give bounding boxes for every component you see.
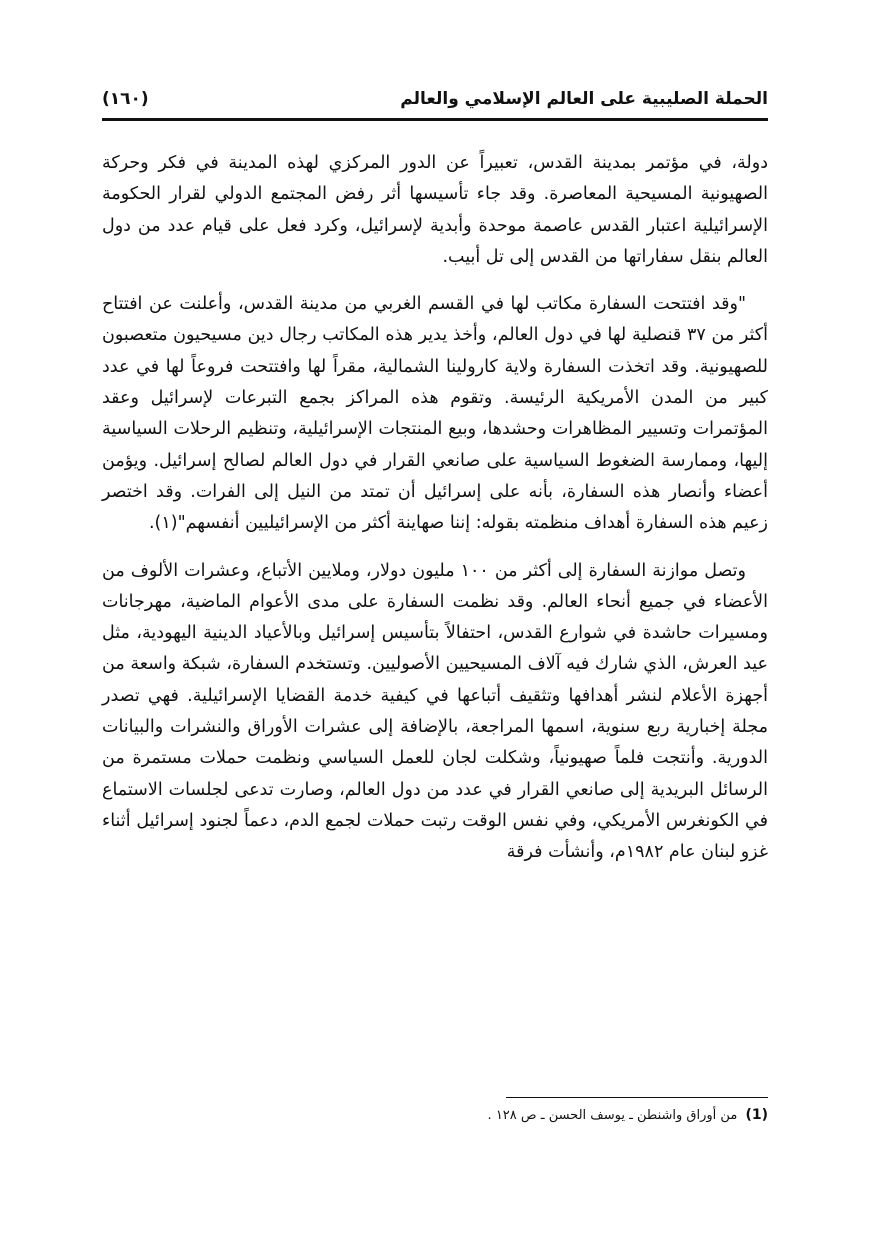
page-number: (١٦٠) [102,89,149,109]
book-page [102,0,768,1240]
body-text [102,148,768,885]
footnote-rule [506,1097,768,1098]
footnote-marker: (1) [745,1107,768,1123]
header-rule [102,118,768,121]
paragraph-3: وتصل موازنة السفارة إلى أكثر من ١٠٠ مليون دولار، وملايين الأتباع، وعشرات الألوف من الأعضاء في جميع أنحاء العالم. وقد نظمت السفارة على مدى الأعوام الماضية، مهرجانات ومسيرات حاشدة في شوارع القدس، احتفالاً بتأسيس إسرائيل وبالأعياد الدينية اليهودية، مثل عيد العرش، الذي شارك فيه آلاف المسيحيين الأصوليين. وتستخدم السفارة، شبكة واسعة من أجهزة الأعلام لنشر أهدافها وتثقيف أتباعها في كيفية خدمة القضايا الإسرائيلية. فهي تصدر مجلة إخبارية ربع سنوية، اسمها المراجعة، بالإضافة إلى عشرات الأوراق والنشرات والبيانات الدورية. وأنتجت فلماً صهيونياً، وشكلت لجان للعمل السياسي ونظمت حملات مستمرة من الرسائل البريدية إلى صانعي القرار في عدد من دول العالم، وصارت تدعى لجلسات الاستماع في الكونغرس الأمريكي، وفي نفس الوقت رتبت حملات لجمع الدم، دعماً لجنود إسرائيل أثناء غزو لبنان عام ١٩٨٢م، وأنشأت فرقة [102,560,768,863]
paragraph-1: دولة، في مؤتمر بمدينة القدس، تعبيراً عن الدور المركزي لهذه المدينة في فكر وحركة الصهيونية المسيحية المعاصرة. وقد جاء تأسيسها أثر رفض المجتمع الدولي لقرار الحكومة الإسرائيلية اعتبار القدس عاصمة موحدة وأبدية لإسرائيل، وكرد فعل على قيام عدد من دول العالم بنقل سفاراتها من القدس إلى تل أبيب. [102,153,768,267]
running-header [102,86,768,112]
footnote-text: من أوراق واشنطن ـ يوسف الحسن ـ ص ١٢٨ . [487,1108,738,1123]
paragraph-2: "وقد افتتحت السفارة مكاتب لها في القسم الغربي من مدينة القدس، وأعلنت عن افتتاح أكثر من ٣٧ قنصلية لها في دول العالم، وأخذ يدير هذه المكاتب رجال دين مسيحيون متعصبون للصهيونية. وقد اتخذت السفارة ولاية كارولينا الشمالية، مقراً لها وافتتحت فروعاً لها في عدد كبير من المدن الأمريكية الرئيسة. وتقوم هذه المراكز بجمع التبرعات لإسرائيل وعقد المؤتمرات وتسيير المظاهرات وحشدها، وبيع المنتجات الإسرائيلية، وتنظيم الرحلات السياسية إليها، وممارسة الضغوط السياسية على صانعي القرار في دول العالم لصالح إسرائيل. ويؤمن أعضاء وأنصار هذه السفارة، بأنه على إسرائيل أن تمتد من النيل إلى الفرات. وقد اختصر زعيم هذه السفارة أهداف منظمته بقوله: إننا صهاينة أكثر من الإسرائيليين أنفسهم"(١). [102,294,768,534]
footnote [102,1104,768,1127]
running-title: الحملة الصليبية على العالم الإسلامي والعالم [400,89,768,109]
